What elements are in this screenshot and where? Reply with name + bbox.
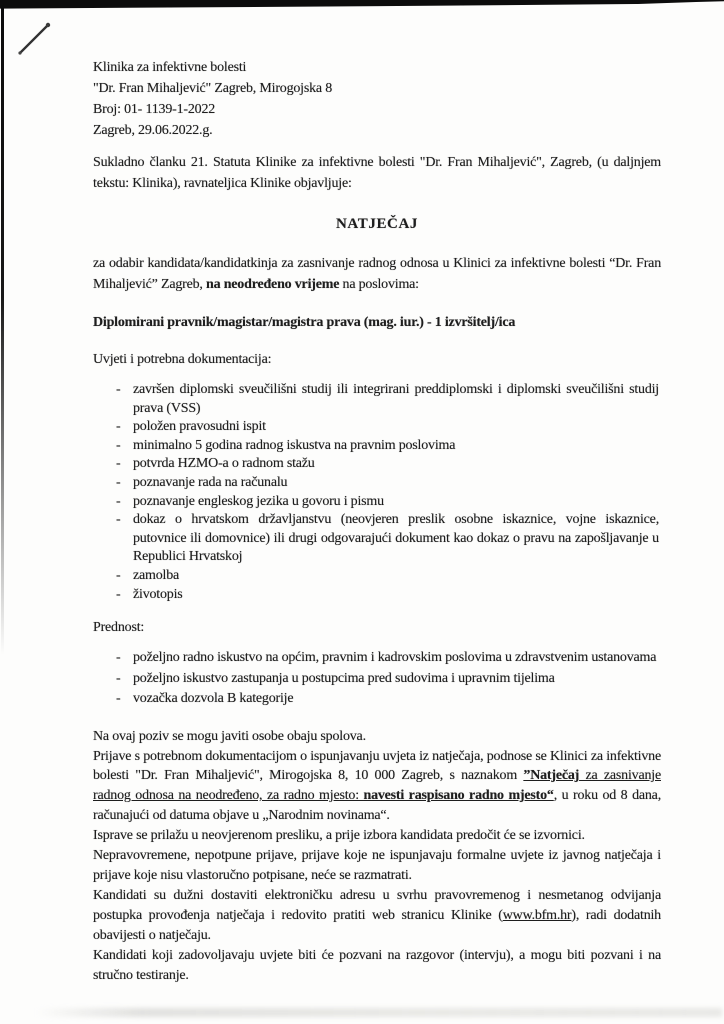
bullet-dash: -: [116, 670, 121, 686]
closing-paragraph: [93, 826, 661, 846]
list-item: [115, 437, 661, 456]
list-item-text: životopis: [133, 586, 183, 602]
bullet-dash: -: [116, 567, 121, 583]
list-item: [115, 567, 661, 586]
text-segment: Na ovaj poziv se mogu javiti osobe obaju spolova.: [93, 728, 366, 744]
intro-paragraph: Sukladno članku 21. Statuta Klinike za infektivne bolesti "Dr. Fran Mihaljević", Zagreb, (u daljnjem tekstu: Klinika), ravnateljica Klinike objavljuje:: [93, 155, 661, 191]
bullet-dash: -: [116, 437, 121, 453]
closing-paragraph: [93, 846, 661, 886]
document-number: Broj: 01- 1139-1-2022: [93, 102, 216, 117]
list-item: [115, 511, 661, 567]
list-item-text: poznavanje engleskog jezika u govoru i pismu: [133, 493, 384, 509]
bullet-dash: -: [116, 512, 121, 528]
text-segment: Isprave se prilažu u neovjerenom presliku, a prije izbora kandidata predočit će se izvornici.: [93, 828, 585, 844]
text-segment: navesti raspisano radno mjesto“: [363, 788, 554, 804]
vacancy-heading: NATJEČAJ: [335, 216, 419, 232]
list-item-text: poželjno radno iskustvo na općim, pravnim i kadrovskim poslovima u zdravstvenim ustanovama: [133, 650, 657, 666]
list-item: [115, 669, 661, 690]
list-item: [115, 455, 661, 474]
list-item-text: završen diplomski sveučilišni studij ili integrirani preddiplomski i diplomski sveučilišni studij prava (VSS): [133, 382, 659, 416]
list-item-text: položen pravosudni ispit: [133, 419, 266, 435]
document-date: Zagreb, 29.06.2022.g.: [93, 123, 213, 138]
bullet-dash: -: [116, 586, 121, 602]
website-link: www.bfm.hr: [502, 907, 572, 923]
requirements-list: [93, 381, 661, 604]
list-item-text: dokaz o hrvatskom državljanstvu (neovjeren preslik osobne iskaznice, vojne iskaznice, putovnice ili domovnice) ili drugi odgovarajući dokument kao dokaz o pravu na zapošljavanje u Republici Hrvatskoj: [133, 512, 659, 565]
list-item: [115, 586, 661, 605]
text-segment: ”Natječaj: [523, 768, 580, 784]
closing-block: [93, 727, 661, 986]
text-segment: Nepravovremene, nepotpune prijave, prijave koje ne ispunjavaju formalne uvjete iz javnog natječaja i prijave koje nisu vlastoručno potpisane, neće se razmatrati.: [93, 848, 661, 883]
text-segment: Prijave s potrebnom dokumentacijom o ispunjavanju uvjeta iz natječaja, podnose se Klinici za infektivne bolesti "Dr. Fran Mihaljević", Mirogojska 8, 10 000 Zagreb, s naznakom: [93, 748, 661, 784]
subject-paragraph: [93, 253, 661, 295]
closing-paragraph: [93, 886, 661, 946]
text-segment: Kandidati koji zadovoljavaju uvjete biti će pozvani na razgovor (intervju), a mogu biti pozvani i na stručno testiranje.: [93, 947, 661, 983]
org-address: "Dr. Fran Mihaljević" Zagreb, Mirogojska 8: [93, 81, 333, 96]
bullet-dash: -: [116, 474, 121, 490]
text-segment: , u roku od 8 dana, računajući od datuma objave u „Narodnim novinama“.: [93, 788, 661, 824]
list-item: [115, 474, 661, 493]
list-item: [115, 648, 661, 669]
scan-shadow-bottom: [36, 1008, 722, 1017]
bullet-dash: -: [116, 650, 121, 666]
text-segment: na neodređeno vrijeme: [206, 277, 340, 292]
bullet-dash: -: [116, 493, 121, 509]
list-item: [115, 493, 661, 512]
advantages-label: Prednost:: [93, 620, 145, 636]
requirements-label: Uvjeti i potrebna dokumentacija:: [93, 352, 272, 367]
list-item-text: poznavanje rada na računalu: [133, 474, 288, 490]
job-title: Diplomirani pravnik/magistar/magistra prava (mag. iur.) - 1 izvršitelj/ica: [93, 315, 516, 330]
list-item: [115, 381, 661, 418]
text-segment: za zasnivanje radnog odnosa na neodređeno, za radno mjesto:: [93, 768, 661, 804]
text-segment: na poslovima:: [339, 277, 419, 292]
list-item-text: vozačka dozvola B kategorije: [133, 691, 294, 707]
closing-paragraph: [93, 946, 661, 986]
bullet-dash: -: [116, 419, 121, 435]
list-item-text: poželjno iskustvo zastupanja u postupcima pred sudovima i upravnim tijelima: [133, 670, 555, 686]
text-segment: za odabir kandidata/kandidatkinja za zasnivanje radnog odnosa u Klinici za infektivne bolesti “Dr. Fran Mihaljević” Zagreb,: [93, 256, 661, 292]
bullet-dash: -: [116, 382, 121, 397]
bullet-dash: -: [116, 456, 121, 472]
org-name: Klinika za infektivne bolesti: [93, 60, 247, 75]
list-item-text: zamolba: [133, 567, 180, 583]
text-segment: ), radi dodatnih obavijesti o natječaju.: [93, 907, 661, 943]
closing-paragraph: [93, 747, 661, 827]
bullet-dash: -: [116, 691, 121, 707]
list-item-text: minimalno 5 godina radnog iskustva na pravnim poslovima: [133, 437, 456, 453]
list-item: [115, 689, 661, 710]
letterhead: [93, 57, 661, 141]
advantages-list: [93, 648, 661, 710]
list-item: [115, 418, 661, 437]
text-segment: Kandidati su dužni dostaviti elektroničku adresu u svrhu pravovremenog i nesmetanog odvijanja postupka provođenja natječaja i redovito pratiti web stranicu Klinike (: [93, 887, 661, 923]
list-item-text: potvrda HZMO-a o radnom stažu: [133, 456, 315, 472]
closing-paragraph: [93, 727, 661, 747]
